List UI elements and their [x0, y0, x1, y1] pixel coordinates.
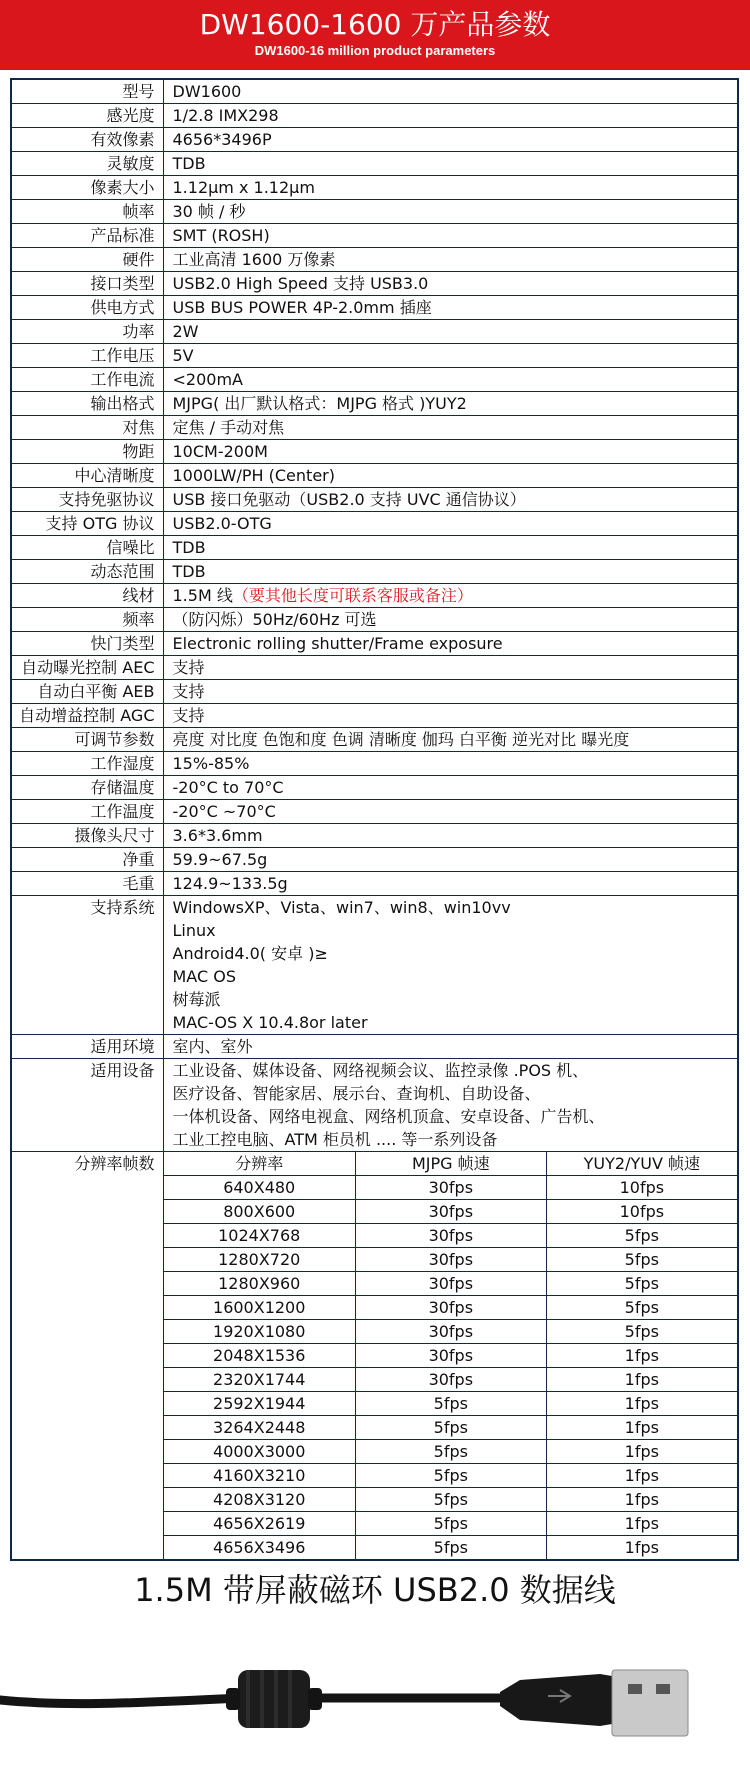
resolution-cell-value: 30fps: [355, 1272, 546, 1296]
resolution-cell-value: 5fps: [546, 1296, 737, 1320]
resolution-table: [164, 1152, 738, 1559]
spec-label: 信噪比: [11, 536, 163, 560]
resolution-cell-value: 5fps: [355, 1464, 546, 1488]
spec-row: [11, 152, 738, 176]
resolution-cell-value: 1280X960: [164, 1272, 356, 1296]
spec-row: [11, 896, 738, 1035]
spec-value: [163, 752, 738, 776]
resolution-label: 分辨率帧数: [11, 1152, 163, 1561]
spec-value-line: 4656*3496P: [172, 130, 272, 149]
resolution-data-row: [164, 1488, 738, 1512]
resolution-data-row: [164, 1344, 738, 1368]
spec-row: [11, 1059, 738, 1152]
spec-value-line: MAC-OS X 10.4.8or later: [172, 1013, 368, 1032]
spec-value: [163, 608, 738, 632]
spec-value-line: USB2.0 High Speed 支持 USB3.0: [172, 274, 429, 293]
spec-value-line: 2W: [172, 322, 199, 341]
spec-value: [163, 392, 738, 416]
spec-value: [163, 1059, 738, 1152]
spec-value: [163, 488, 738, 512]
resolution-cell-value: 5fps: [355, 1512, 546, 1536]
spec-row: [11, 800, 738, 824]
resolution-cell-value: 1280X720: [164, 1248, 356, 1272]
resolution-header: YUY2/YUV 帧速: [546, 1152, 737, 1176]
resolution-data-row: [164, 1464, 738, 1488]
spec-row: [11, 440, 738, 464]
resolution-cell-value: 5fps: [546, 1320, 737, 1344]
spec-value: [163, 896, 738, 1035]
spec-row: [11, 824, 738, 848]
spec-row: [11, 584, 738, 608]
spec-label: 型号: [11, 79, 163, 104]
spec-value: [163, 704, 738, 728]
cable-title: 1.5M 带屏蔽磁环 USB2.0 数据线: [134, 1571, 616, 1609]
resolution-cell-value: 10fps: [546, 1200, 737, 1224]
spec-row: [11, 776, 738, 800]
spec-label: 净重: [11, 848, 163, 872]
spec-label: 适用设备: [11, 1059, 163, 1152]
spec-value-line: USB 接口免驱动（USB2.0 支持 UVC 通信协议）: [172, 490, 526, 509]
spec-row: [11, 248, 738, 272]
spec-table: [10, 78, 739, 1561]
spec-value: [163, 824, 738, 848]
resolution-cell-value: 1600X1200: [164, 1296, 356, 1320]
resolution-cell-value: 5fps: [546, 1272, 737, 1296]
resolution-cell-value: 1fps: [546, 1488, 737, 1512]
spec-value: [163, 800, 738, 824]
resolution-cell-value: 30fps: [355, 1320, 546, 1344]
resolution-cell-value: 5fps: [355, 1416, 546, 1440]
usb-plug-icon: [500, 1670, 688, 1736]
resolution-cell-value: 30fps: [355, 1224, 546, 1248]
spec-label: 接口类型: [11, 272, 163, 296]
spec-label: 供电方式: [11, 296, 163, 320]
resolution-cell-value: 1fps: [546, 1344, 737, 1368]
spec-table-body: [11, 79, 738, 1560]
spec-row: [11, 872, 738, 896]
usb-cable-image: [0, 1640, 750, 1779]
spec-label: 支持系统: [11, 896, 163, 1035]
resolution-cell-value: 640X480: [164, 1176, 356, 1200]
resolution-cell-value: 10fps: [546, 1176, 737, 1200]
resolution-cell-value: 30fps: [355, 1200, 546, 1224]
spec-value: [163, 152, 738, 176]
spec-row: [11, 848, 738, 872]
spec-value-line: 支持: [172, 706, 205, 725]
spec-value-line: 1/2.8 IMX298: [172, 106, 279, 125]
ferrite-core-icon: [226, 1670, 322, 1728]
spec-value: [163, 128, 738, 152]
resolution-data-row: [164, 1296, 738, 1320]
spec-value-line: 10CM-200M: [172, 442, 268, 461]
spec-value: [163, 1035, 738, 1059]
spec-value: [163, 464, 738, 488]
spec-value-line: <200mA: [172, 370, 243, 389]
spec-label: 中心清晰度: [11, 464, 163, 488]
spec-value: [163, 632, 738, 656]
resolution-data-row: [164, 1536, 738, 1560]
spec-label: 毛重: [11, 872, 163, 896]
resolution-data-row: [164, 1368, 738, 1392]
spec-row: [11, 1035, 738, 1059]
spec-value-line: 室内、室外: [172, 1037, 253, 1056]
spec-value-line: USB BUS POWER 4P-2.0mm 插座: [172, 298, 432, 317]
spec-label: 线材: [11, 584, 163, 608]
spec-value: [163, 872, 738, 896]
spec-value-line: [173, 584, 738, 607]
spec-value-line: 15%-85%: [172, 754, 250, 773]
spec-label: 自动增益控制 AGC: [11, 704, 163, 728]
spec-value-line: TDB: [172, 154, 206, 173]
resolution-data-row: [164, 1200, 738, 1224]
spec-value-line: 医疗设备、智能家居、展示台、查询机、自助设备、: [172, 1084, 541, 1103]
resolution-cell-value: 1fps: [546, 1392, 737, 1416]
spec-label: 帧率: [11, 200, 163, 224]
resolution-cell-value: 1fps: [546, 1416, 737, 1440]
resolution-cell-value: 4656X2619: [164, 1512, 356, 1536]
spec-label: 工作温度: [11, 800, 163, 824]
spec-value: [163, 848, 738, 872]
spec-row: [11, 128, 738, 152]
resolution-cell-value: 1fps: [546, 1464, 737, 1488]
page-subtitle: DW1600-16 million product parameters: [254, 43, 496, 58]
spec-value-line: TDB: [172, 562, 206, 581]
spec-value: [163, 344, 738, 368]
resolution-data-row: [164, 1176, 738, 1200]
spec-row: [11, 224, 738, 248]
resolution-cell-value: 2592X1944: [164, 1392, 356, 1416]
spec-value-line: 亮度 对比度 色饱和度 色调 清晰度 伽玛 白平衡 逆光对比 曝光度: [172, 730, 630, 749]
resolution-cell-value: 5fps: [355, 1440, 546, 1464]
resolution-cell-value: 4656X3496: [164, 1536, 356, 1560]
resolution-cell: [163, 1152, 738, 1561]
spec-value-line: -20°C to 70°C: [172, 778, 284, 797]
spec-value: [163, 560, 738, 584]
spec-label: 摄像头尺寸: [11, 824, 163, 848]
spec-row: [11, 344, 738, 368]
spec-row: [11, 752, 738, 776]
spec-value-line: TDB: [172, 538, 206, 557]
resolution-cell-value: 1024X768: [164, 1224, 356, 1248]
spec-value: [163, 176, 738, 200]
resolution-cell-value: 4208X3120: [164, 1488, 356, 1512]
resolution-data-row: [164, 1392, 738, 1416]
spec-value: [163, 416, 738, 440]
spec-value-line: 支持: [172, 682, 205, 701]
resolution-cell-value: 3264X2448: [164, 1416, 356, 1440]
spec-label: 工作湿度: [11, 752, 163, 776]
resolution-cell-value: 4000X3000: [164, 1440, 356, 1464]
spec-value: [163, 200, 738, 224]
spec-value-line: 1000LW/PH (Center): [172, 466, 335, 485]
spec-value-line: 支持: [172, 658, 205, 677]
spec-label: 适用环境: [11, 1035, 163, 1059]
resolution-data-row: [164, 1416, 738, 1440]
resolution-cell-value: 30fps: [355, 1344, 546, 1368]
spec-row: [11, 656, 738, 680]
spec-value-line: 工业工控电脑、ATM 柜员机 .... 等一系列设备: [172, 1130, 498, 1149]
resolution-cell-value: 5fps: [546, 1224, 737, 1248]
spec-value-line: 工业高清 1600 万像素: [172, 250, 336, 269]
spec-label: 工作电流: [11, 368, 163, 392]
spec-value-line: 59.9~67.5g: [172, 850, 268, 869]
spec-label: 频率: [11, 608, 163, 632]
resolution-cell-value: 5fps: [355, 1392, 546, 1416]
spec-value: [163, 536, 738, 560]
spec-value-line: DW1600: [172, 82, 242, 101]
resolution-cell-value: 30fps: [355, 1296, 546, 1320]
spec-row: [11, 728, 738, 752]
spec-value: [163, 320, 738, 344]
spec-value-line: SMT (ROSH): [172, 226, 270, 245]
resolution-row: [11, 1152, 738, 1561]
spec-value-line: 一体机设备、网络电视盒、网络机顶盒、安卓设备、广告机、: [172, 1107, 605, 1126]
resolution-cell-value: 30fps: [355, 1368, 546, 1392]
resolution-data-row: [164, 1320, 738, 1344]
spec-label: 像素大小: [11, 176, 163, 200]
resolution-cell-value: 2048X1536: [164, 1344, 356, 1368]
spec-value: [163, 368, 738, 392]
spec-value: [163, 79, 738, 104]
spec-label: 功率: [11, 320, 163, 344]
spec-value: [163, 680, 738, 704]
resolution-cell-value: 800X600: [164, 1200, 356, 1224]
spec-row: [11, 200, 738, 224]
spec-label: 输出格式: [11, 392, 163, 416]
spec-value: [163, 272, 738, 296]
spec-label: 对焦: [11, 416, 163, 440]
resolution-cell-value: 1fps: [546, 1440, 737, 1464]
spec-value: [163, 656, 738, 680]
spec-row: [11, 704, 738, 728]
spec-value: [163, 776, 738, 800]
spec-value: [163, 728, 738, 752]
spec-value-text: 1.5M 线: [172, 586, 233, 605]
spec-label: 自动曝光控制 AEC: [11, 656, 163, 680]
resolution-data-row: [164, 1512, 738, 1536]
resolution-cell-value: 30fps: [355, 1248, 546, 1272]
spec-value: [163, 512, 738, 536]
spec-row: [11, 416, 738, 440]
spec-label: 支持 OTG 协议: [11, 512, 163, 536]
spec-label: 动态范围: [11, 560, 163, 584]
spec-row: [11, 608, 738, 632]
spec-value-line: 工业设备、媒体设备、网络视频会议、监控录像 .POS 机、: [172, 1061, 589, 1080]
resolution-header: 分辨率: [164, 1152, 356, 1176]
resolution-data-row: [164, 1248, 738, 1272]
spec-value-line: 1.12μm x 1.12μm: [172, 178, 315, 197]
spec-value: [163, 584, 738, 608]
spec-value: [163, 296, 738, 320]
resolution-data-row: [164, 1224, 738, 1248]
spec-value: [163, 248, 738, 272]
spec-value-line: （防闪烁）50Hz/60Hz 可选: [172, 610, 377, 629]
resolution-header-row: [164, 1152, 738, 1176]
spec-label: 硬件: [11, 248, 163, 272]
spec-value-line: MJPG( 出厂默认格式：MJPG 格式 )YUY2: [172, 394, 467, 413]
header-banner: [0, 0, 750, 70]
spec-label: 有效像素: [11, 128, 163, 152]
resolution-cell-value: 5fps: [546, 1248, 737, 1272]
resolution-header: MJPG 帧速: [355, 1152, 546, 1176]
spec-label: 产品标准: [11, 224, 163, 248]
resolution-cell-value: 5fps: [355, 1536, 546, 1560]
spec-row: [11, 464, 738, 488]
spec-value-line: WindowsXP、Vista、win7、win8、win10vv: [172, 898, 511, 917]
spec-row: [11, 536, 738, 560]
spec-row: [11, 632, 738, 656]
spec-value: [163, 224, 738, 248]
spec-value: [163, 104, 738, 128]
spec-value-line: 30 帧 / 秒: [172, 202, 246, 221]
spec-label: 灵敏度: [11, 152, 163, 176]
spec-value-line: 树莓派: [172, 990, 221, 1009]
resolution-cell-value: 30fps: [355, 1176, 546, 1200]
spec-value-line: 124.9~133.5g: [172, 874, 288, 893]
spec-label: 存储温度: [11, 776, 163, 800]
spec-label: 物距: [11, 440, 163, 464]
spec-label: 快门类型: [11, 632, 163, 656]
spec-label: 可调节参数: [11, 728, 163, 752]
resolution-cell-value: 4160X3210: [164, 1464, 356, 1488]
spec-row: [11, 296, 738, 320]
resolution-data-row: [164, 1440, 738, 1464]
resolution-cell-value: 1fps: [546, 1512, 737, 1536]
resolution-cell-value: 1920X1080: [164, 1320, 356, 1344]
spec-value: [163, 440, 738, 464]
spec-row: [11, 512, 738, 536]
spec-value-line: Android4.0( 安卓 )≥: [172, 944, 328, 963]
resolution-data-row: [164, 1272, 738, 1296]
spec-value-line: Linux: [172, 921, 216, 940]
resolution-cell-value: 1fps: [546, 1368, 737, 1392]
spec-value-line: 5V: [172, 346, 194, 365]
spec-value-line: 3.6*3.6mm: [172, 826, 263, 845]
spec-value-line: Electronic rolling shutter/Frame exposure: [172, 634, 503, 653]
spec-label: 支持免驱协议: [11, 488, 163, 512]
spec-label: 工作电压: [11, 344, 163, 368]
spec-label: 感光度: [11, 104, 163, 128]
spec-value-line: USB2.0-OTG: [172, 514, 272, 533]
spec-row: [11, 680, 738, 704]
spec-row: [11, 488, 738, 512]
spec-label: 自动白平衡 AEB: [11, 680, 163, 704]
spec-row: [11, 79, 738, 104]
spec-row: [11, 272, 738, 296]
spec-row: [11, 392, 738, 416]
spec-row: [11, 320, 738, 344]
spec-row: [11, 560, 738, 584]
spec-row: [11, 176, 738, 200]
spec-note: （要其他长度可联系客服或备注）: [232, 586, 473, 605]
resolution-cell-value: 1fps: [546, 1536, 737, 1560]
spec-row: [11, 368, 738, 392]
resolution-cell-value: 5fps: [355, 1488, 546, 1512]
page-title: DW1600-1600 万产品参数: [199, 8, 551, 41]
spec-row: [11, 104, 738, 128]
spec-value-line: 定焦 / 手动对焦: [172, 418, 285, 437]
resolution-cell-value: 2320X1744: [164, 1368, 356, 1392]
spec-value-line: -20°C ~70°C: [172, 802, 276, 821]
spec-value-line: MAC OS: [172, 967, 236, 986]
